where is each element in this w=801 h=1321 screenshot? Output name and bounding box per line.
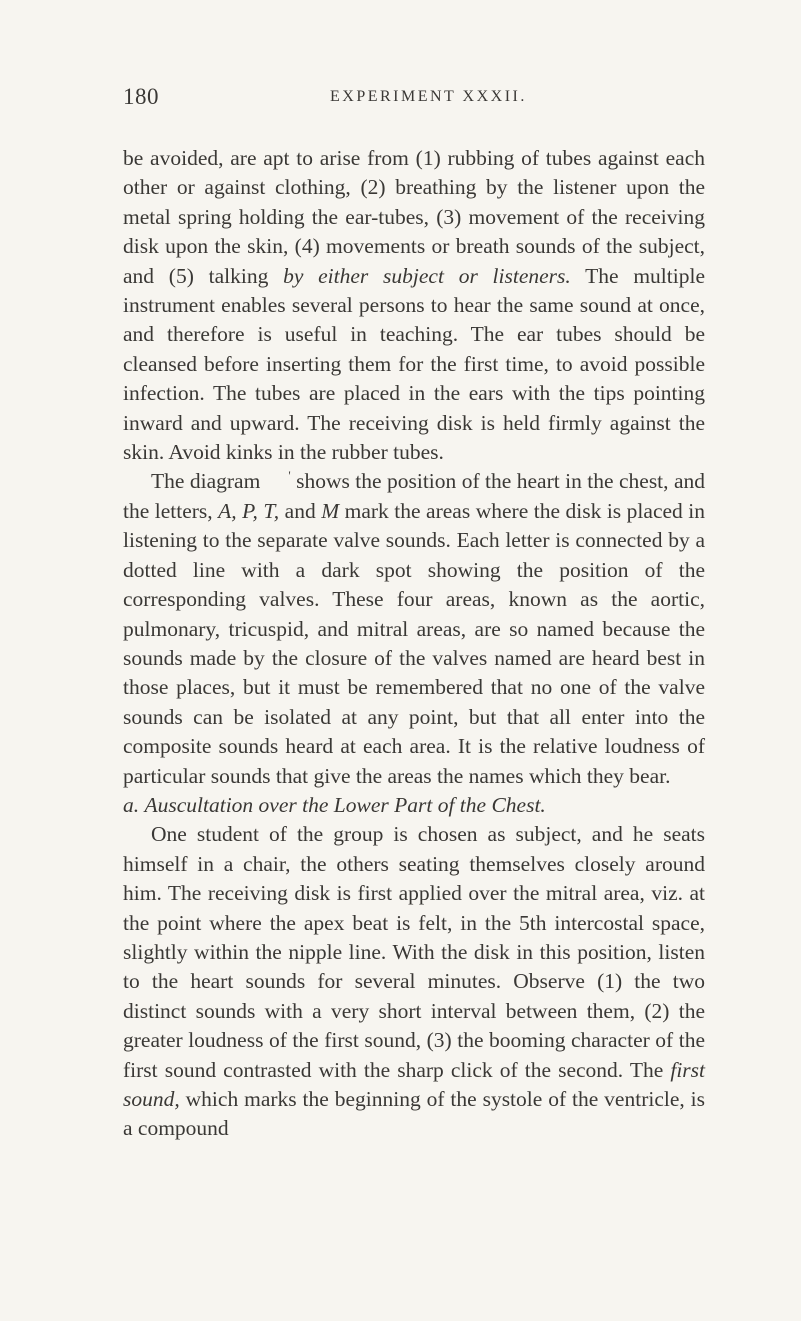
p1-italic: by either subject or listeners. — [283, 263, 571, 288]
p1-text-b: The multiple instrument enables several persons to hear the same sound at once, and therefore is useful in teaching. The ear tubes should be cleansed before inserting them for the first time, to avoid possible infection. The tubes are placed in the ears with the tips pointing inward and upward. The receiving disk is held firmly against the skin. Avoid kinks in the rubber tubes. — [123, 263, 705, 465]
p2-text-d: mark the areas where the disk is placed in listening to the separate valve sounds. Each letter is connected by a dotted line with a dark spot showing the position of the corresponding valves. These four areas, known as the aortic, pulmonary, tricuspid, and mitral areas, are so named because the sounds made by the closure of the valves named are heard best in those places, but it must be remembered that no one of the valve sounds can be isolated at any point, but that all enter into the composite sounds heard at each area. It is the relative loudness of particular sounds that give the areas the names which they bear. — [123, 498, 705, 788]
p3-text-b: which marks the beginning of the systole of the ventricle, is a compound — [123, 1087, 705, 1141]
section-label: a. — [123, 792, 140, 817]
p1-text-a: be avoided, are apt to arise from (1) rubbing of tubes against each other or against clothing, (2) breathing by the listener upon the metal spring holding the ear-tubes, (3) movement of the receiving disk upon the skin, (4) movements or breath sounds of the subject, and (5) talking — [123, 146, 705, 288]
p3-text-a: One student of the group is chosen as subject, and he seats himself in a chair, the others seating themselves closely around him. The receiving disk is first applied over the mitral area, viz. at the point where the apex beat is felt, in the 5th intercostal space, slightly within the nipple line. With the disk in this position, listen to the heart sounds for several minutes. Observe (1) the two distinct sounds with a very short interval between them, (2) the greater loudness of the first sound, (3) the booming character of the first sound contrasted with the sharp click of the second. The — [123, 822, 705, 1082]
p2-letters: A, P, T, — [218, 498, 280, 523]
section-title: Auscultation over the Lower Part of the Chest. — [144, 792, 546, 817]
p2-text-c: and — [279, 498, 322, 523]
p2-text-a: The diagram — [151, 469, 261, 494]
p3-italic: first sound, — [123, 1057, 705, 1111]
paragraph-auscultation — [123, 820, 705, 1143]
section-heading — [123, 791, 705, 820]
p2-text-b: shows the position of the heart in the chest, and the letters, — [123, 469, 706, 523]
page-number: 180 — [123, 84, 159, 109]
body-text — [123, 144, 705, 1144]
paragraph-diagram: The diagram ' shows the position of the heart in the chest, and the letters, A, P, T, and M mark the areas where the disk is placed in listening to the separate valve sounds. Each letter is connected by a dotted line with a dark spot showing the position of the corresponding valves. These four areas, known as the aortic, pulmonary, tricuspid, and mitral areas, are so named because the sounds made by the closure of the valves named are heard best in those places, but it must be remembered that no one of the valve sounds can be isolated at any point, but that all enter into the composite sounds heard at each area. It is the relative loudness of particular sounds that give the areas the names which they bear. — [123, 468, 706, 788]
p2-letter-m: M — [321, 498, 340, 523]
paragraph-continued — [123, 144, 705, 467]
running-head: EXPERIMENT XXXII. — [330, 88, 527, 105]
